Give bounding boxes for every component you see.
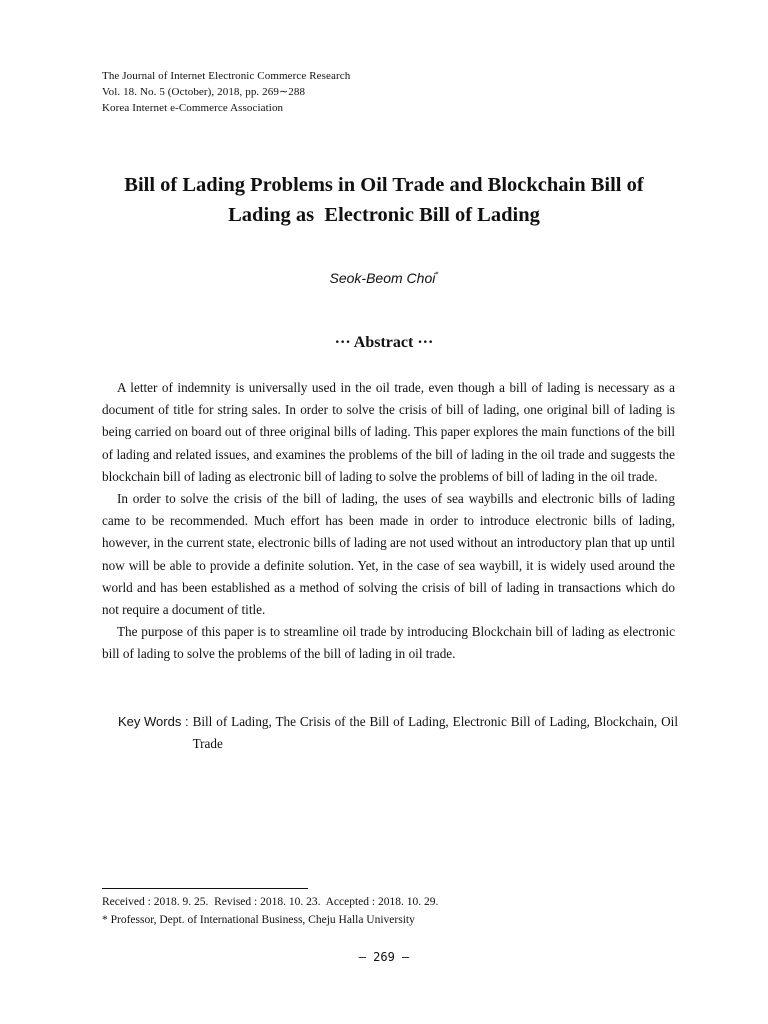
journal-publisher: Korea Internet e-Commerce Association [102,102,284,114]
journal-header [102,68,350,116]
author-name: Seok-Beom Choi [329,270,436,286]
journal-name: The Journal of Internet Electronic Commerce Research [102,70,351,82]
keywords-values: Bill of Lading, The Crisis of the Bill of Lading, Electronic Bill of Lading, Blockchain, Oil Trade [192,714,678,752]
author [0,270,768,286]
keywords [118,711,678,755]
paper-title-line-2: Lading as Electronic Bill of Lading [228,204,540,226]
author-footnote-mark: * [435,270,439,280]
footnote-divider [102,888,308,889]
abstract-paragraph-1: A letter of indemnity is universally used in the oil trade, even though a bill of lading is necessary as a document of title for string sales. In order to solve the crisis of bill of lading, one original bill of lading is being carried on board out of three original bills of lading. This paper explores the main functions of the bill of lading and related issues, and examines the problems of the bill of lading in the oil trade and suggests the blockchain bill of lading as electronic bill of lading to solve the problems of bill of lading in the oil trade. [102,380,675,484]
footnote-dates: Received : 2018. 9. 25. Revised : 2018. 10. 23. Accepted : 2018. 10. 29. [102,896,439,908]
footnotes [102,893,438,929]
abstract-heading: ··· Abstract ··· [334,334,434,351]
footnote-affiliation: * Professor, Dept. of International Business, Cheju Halla University [102,914,415,926]
paper-title-line-1: Bill of Lading Problems in Oil Trade and Blockchain Bill of [124,174,644,196]
abstract-paragraph-2: In order to solve the crisis of the bill of lading, the uses of sea waybills and electronic bills of lading came to be recommended. Much effort has been made in order to introduce electronic bills of lading, however, in the current state, electronic bills of lading are not used without an introductory plan that up until now will be able to provide a definite solution. Yet, in the case of sea waybill, it is widely used around the world and has been established as a method of solving the crisis of bill of lading in transactions which do not require a document of title. [102,491,675,618]
page-number: – 269 – [358,950,410,964]
abstract-paragraph-3: The purpose of this paper is to streamline oil trade by introducing Blockchain bill of lading as electronic bill of lading to solve the problems of the bill of lading in oil trade. [102,624,675,662]
abstract-body [102,377,675,666]
keywords-label: Key Words : [118,714,189,729]
journal-volume: Vol. 18. No. 5 (October), 2018, pp. 269∼288 [102,86,306,98]
paper-title [60,170,708,230]
